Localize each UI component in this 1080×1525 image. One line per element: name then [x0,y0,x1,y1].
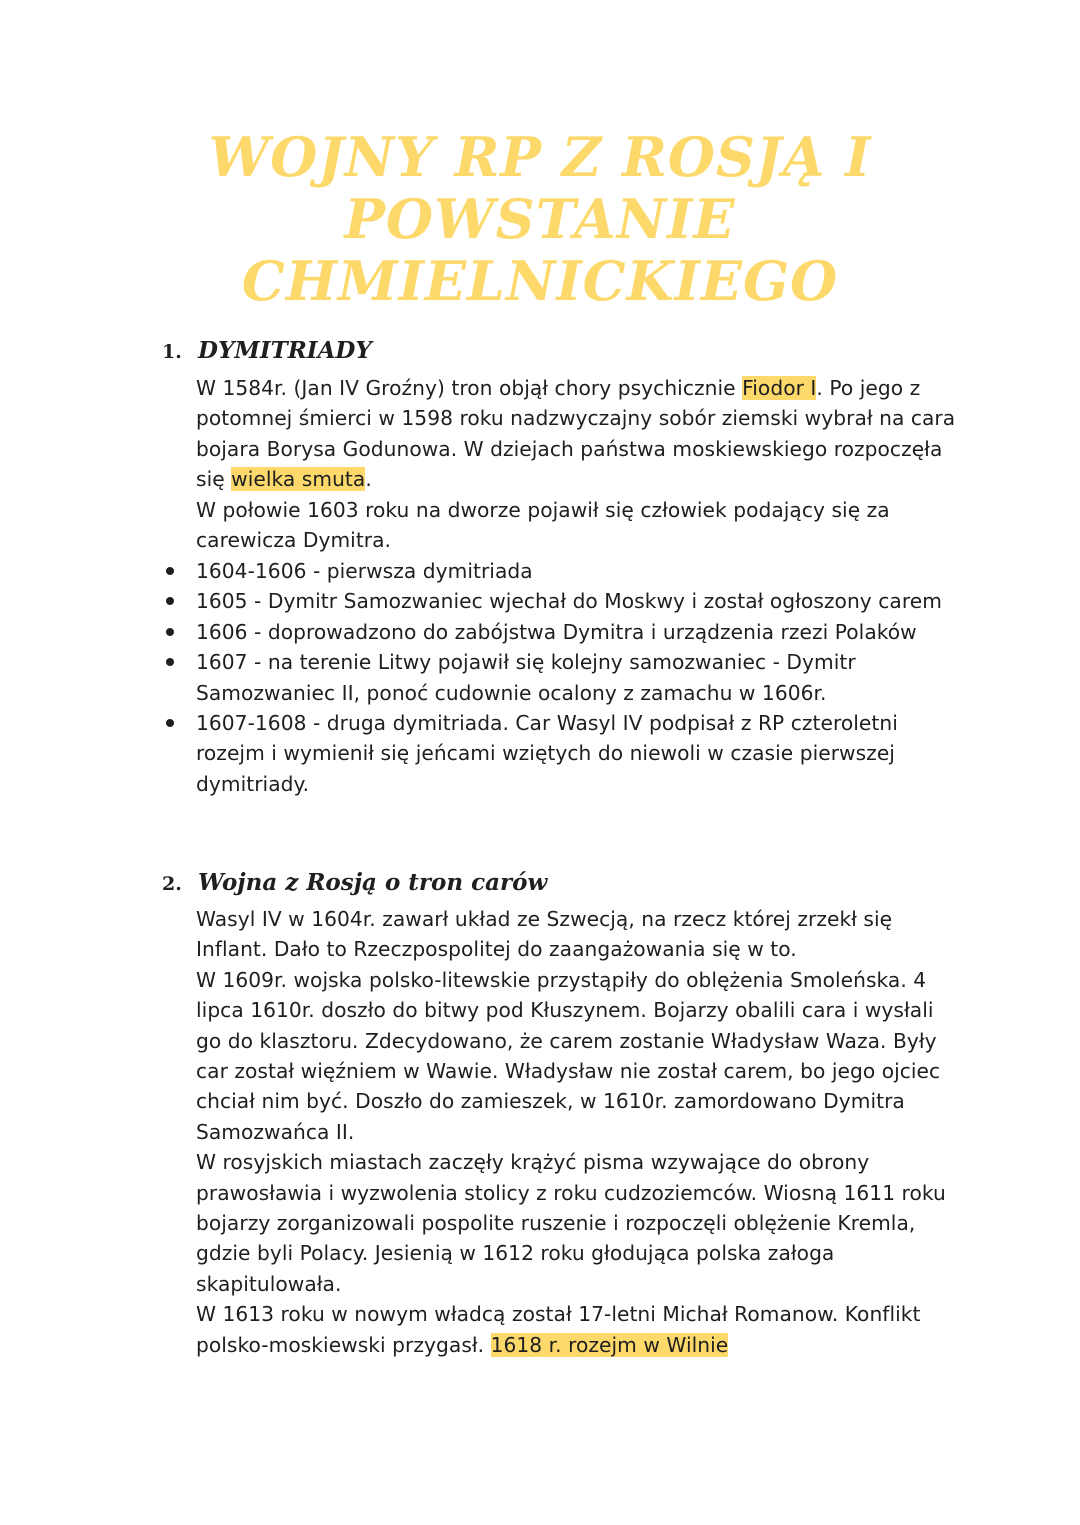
list-item: 1604-1606 - pierwsza dymitriada [196,556,956,586]
text-run: W 1613 roku w nowym władcą został 17-letni Michał Romanow. Konflikt polsko-moskiewski przygasł. [196,1302,921,1357]
paragraph: Wasyl IV w 1604r. zawarł układ ze Szwecją, na rzecz której zrzekł się Inflant. Dało to Rzeczpospolitej do zaangażowania się w to. [196,907,893,962]
section-heading-text: DYMITRIADY [198,337,372,364]
highlight-wielka-smuta: wielka smuta [231,467,366,492]
section-heading-wojna [162,868,547,899]
highlight-fiodor: Fiodor I [742,376,817,400]
paragraph: W połowie 1603 roku na dworze pojawił się człowiek podający się za carewicza Dymitra. [196,497,890,553]
list-item: 1606 - doprowadzono do zabójstwa Dymitra i urządzenia rzezi Polaków [196,617,956,647]
list-item: 1605 - Dymitr Samozwaniec wjechał do Moskwy i został ogłoszony carem [196,586,956,616]
section-number: 2. [162,873,182,895]
section-heading-dymitriady [162,336,372,367]
section-heading-text: Wojna z Rosją o tron carów [198,869,548,896]
section2-paragraphs [196,904,956,1360]
bullet-list [196,556,956,799]
text-run: . [365,467,372,492]
text-run: . Po jego z potomnej śmierci w 1598 roku nadzwyczajny sobór ziemski wybrał na cara bojara Borysa Godunowa. W dziejach państwa moskiewskiego rozpoczęła się [196,376,956,492]
paragraph: W rosyjskich miastach zaczęły krążyć pisma wzywające do obrony prawosławia i wyzwolenia stolicy z roku cudzoziemców. Wiosną 1611 roku bojarzy zorganizowali pospolite ruszenie i rozpoczęli oblężenie Kremla, gdzie byli Polacy. Jesienią w 1612 roku głodująca polska załoga skapitulowała. [196,1150,946,1296]
text-run: W 1584r. (Jan IV Groźny) tron objął chory psychicznie [196,376,743,400]
title-line-3: CHMIELNICKIEGO [241,249,839,313]
page-title [0,126,1080,312]
list-item: 1607 - na terenie Litwy pojawił się kolejny samozwaniec - Dymitr Samozwaniec II, ponoć cudownie ocalony z zamachu w 1606r. [196,647,956,708]
section-number: 1. [162,341,182,363]
list-item: 1607-1608 - druga dymitriada. Car Wasyl IV podpisał z RP czteroletni rozejm i wymienił się jeńcami wziętych do niewoli w czasie pierwszej dymitriady. [196,708,956,799]
highlight-rozejm: 1618 r. rozejm w Wilnie [490,1332,729,1357]
title-line-2: POWSTANIE [344,187,736,251]
paragraph [196,373,956,495]
title-line-1: WOJNY RP Z ROSJĄ I [208,125,872,189]
section1-paragraphs [196,373,956,555]
paragraph: W 1609r. wojska polsko-litewskie przystąpiły do oblężenia Smoleńska. 4 lipca 1610r. doszło do bitwy pod Kłuszynem. Bojarzy obalili cara i wysłali go do klasztoru. Zdecydowano, że carem zostanie Władysław Waza. Były car został więźniem w Wawie. Władysław nie został carem, bo jego ojciec chciał nim być. Doszło do zamieszek, w 1610r. zamordowano Dymitra Samozwańca II. [196,967,941,1144]
paragraph [196,1299,956,1360]
